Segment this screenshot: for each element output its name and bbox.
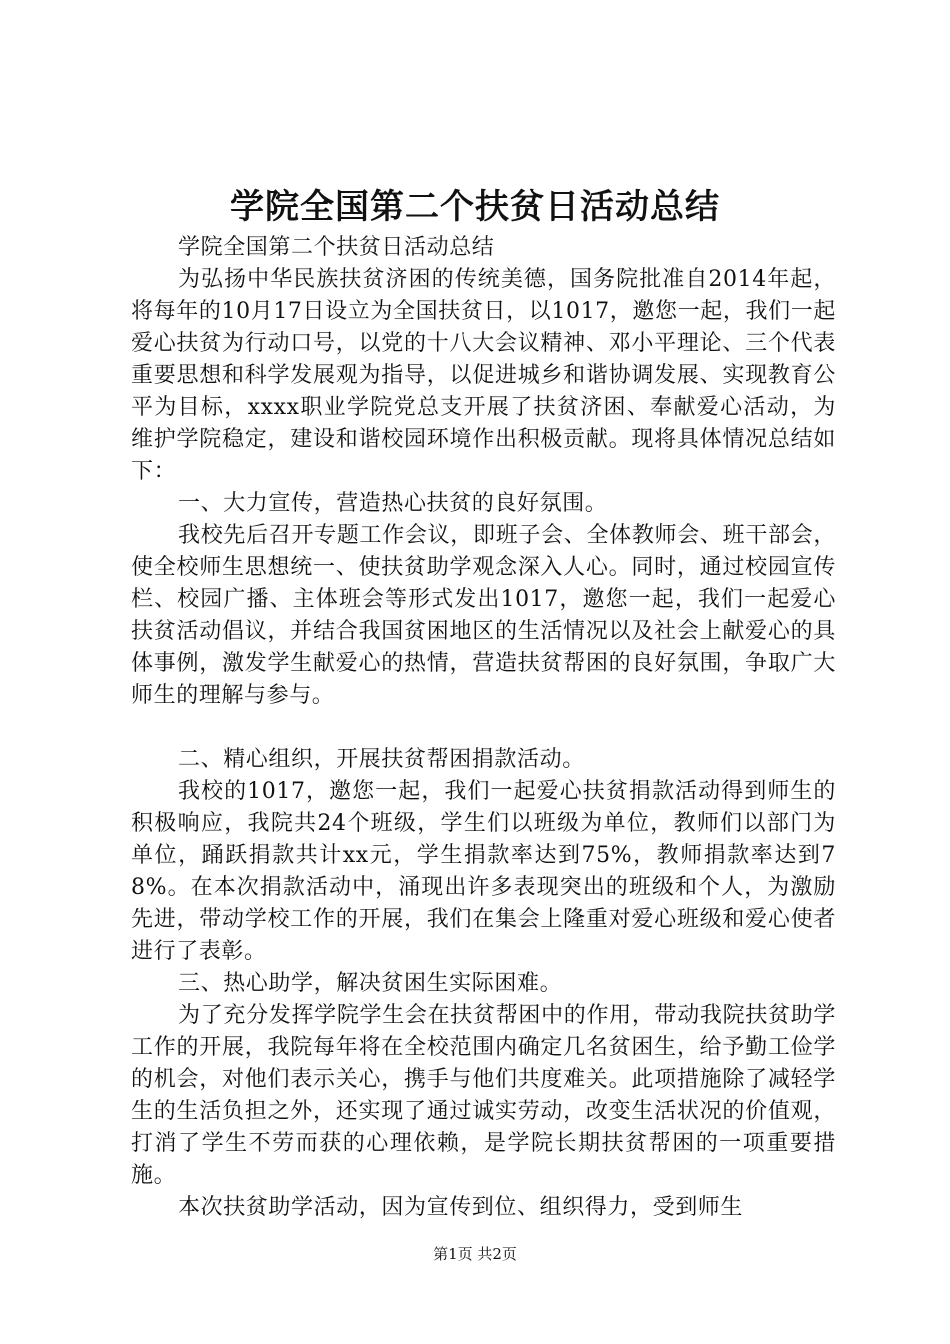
section-heading-1: 一、大力宣传，营造热心扶贫的良好氛围。 [178, 491, 608, 516]
paragraph-section-2: 我校的1017，邀您一起，我们一起爱心扶贫捐款活动得到师生的积极响应，我院共24个班级，学生们以班级为单位，教师们以部门为单位，踊跃捐款共计xx元，学生捐款率达到75%，教师捐款率达到78%。在本次捐款活动中，涌现出许多表现突出的班级和个人，为激励先进，带动学校工作的开展，我们在集会上隆重对爱心班级和爱心使者进行了表彰。 [131, 779, 836, 964]
document-body [131, 232, 836, 1224]
document-title: 学院全国第二个扶贫日活动总结 [230, 187, 720, 227]
section-heading-2: 二、精心组织，开展扶贫帮困捐款活动。 [178, 747, 585, 772]
paragraph-spacer [131, 712, 836, 744]
page-number-footer: 第1页 共2页 [433, 1245, 517, 1263]
paragraph-section-1: 我校先后召开专题工作会议，即班子会、全体教师会、班干部会，使全校师生思想统一、使扶贫助学观念深入人心。同时，通过校园宣传栏、校园广播、主体班会等形式发出1017，邀您一起，我们一起爱心扶贫活动倡议，并结合我国贫困地区的生活情况以及社会上献爱心的具体事例，激发学生献爱心的热情，营造扶贫帮困的良好氛围，争取广大师生的理解与参与。 [131, 523, 836, 708]
paragraph-subtitle: 学院全国第二个扶贫日活动总结 [178, 235, 495, 260]
paragraph-section-3: 为了充分发挥学院学生会在扶贫帮困中的作用，带动我院扶贫助学工作的开展，我院每年将在全校范围内确定几名贫困生，给予勤工俭学的机会，对他们表示关心，携手与他们共度难关。此项措施除了减轻学生的生活负担之外，还实现了通过诚实劳动，改变生活状况的价值观，打消了学生不劳而获的心理依赖，是学院长期扶贫帮困的一项重要措施。 [131, 1003, 836, 1188]
section-heading-3: 三、热心助学，解决贫困生实际困难。 [178, 971, 563, 996]
paragraph-closing: 本次扶贫助学活动，因为宣传到位、组织得力，受到师生 [178, 1195, 744, 1220]
paragraph-intro: 为弘扬中华民族扶贫济困的传统美德，国务院批准自2014年起，将每年的10月17日设立为全国扶贫日，以1017，邀您一起，我们一起爱心扶贫为行动口号，以党的十八大会议精神、邓小平理论、三个代表重要思想和科学发展观为指导，以促进城乡和谐协调发展、实现教育公平为目标，xxxx职业学院党总支开展了扶贫济困、奉献爱心活动，为维护学院稳定，建设和谐校园环境作出积极贡献。现将具体情况总结如下： [131, 267, 836, 484]
